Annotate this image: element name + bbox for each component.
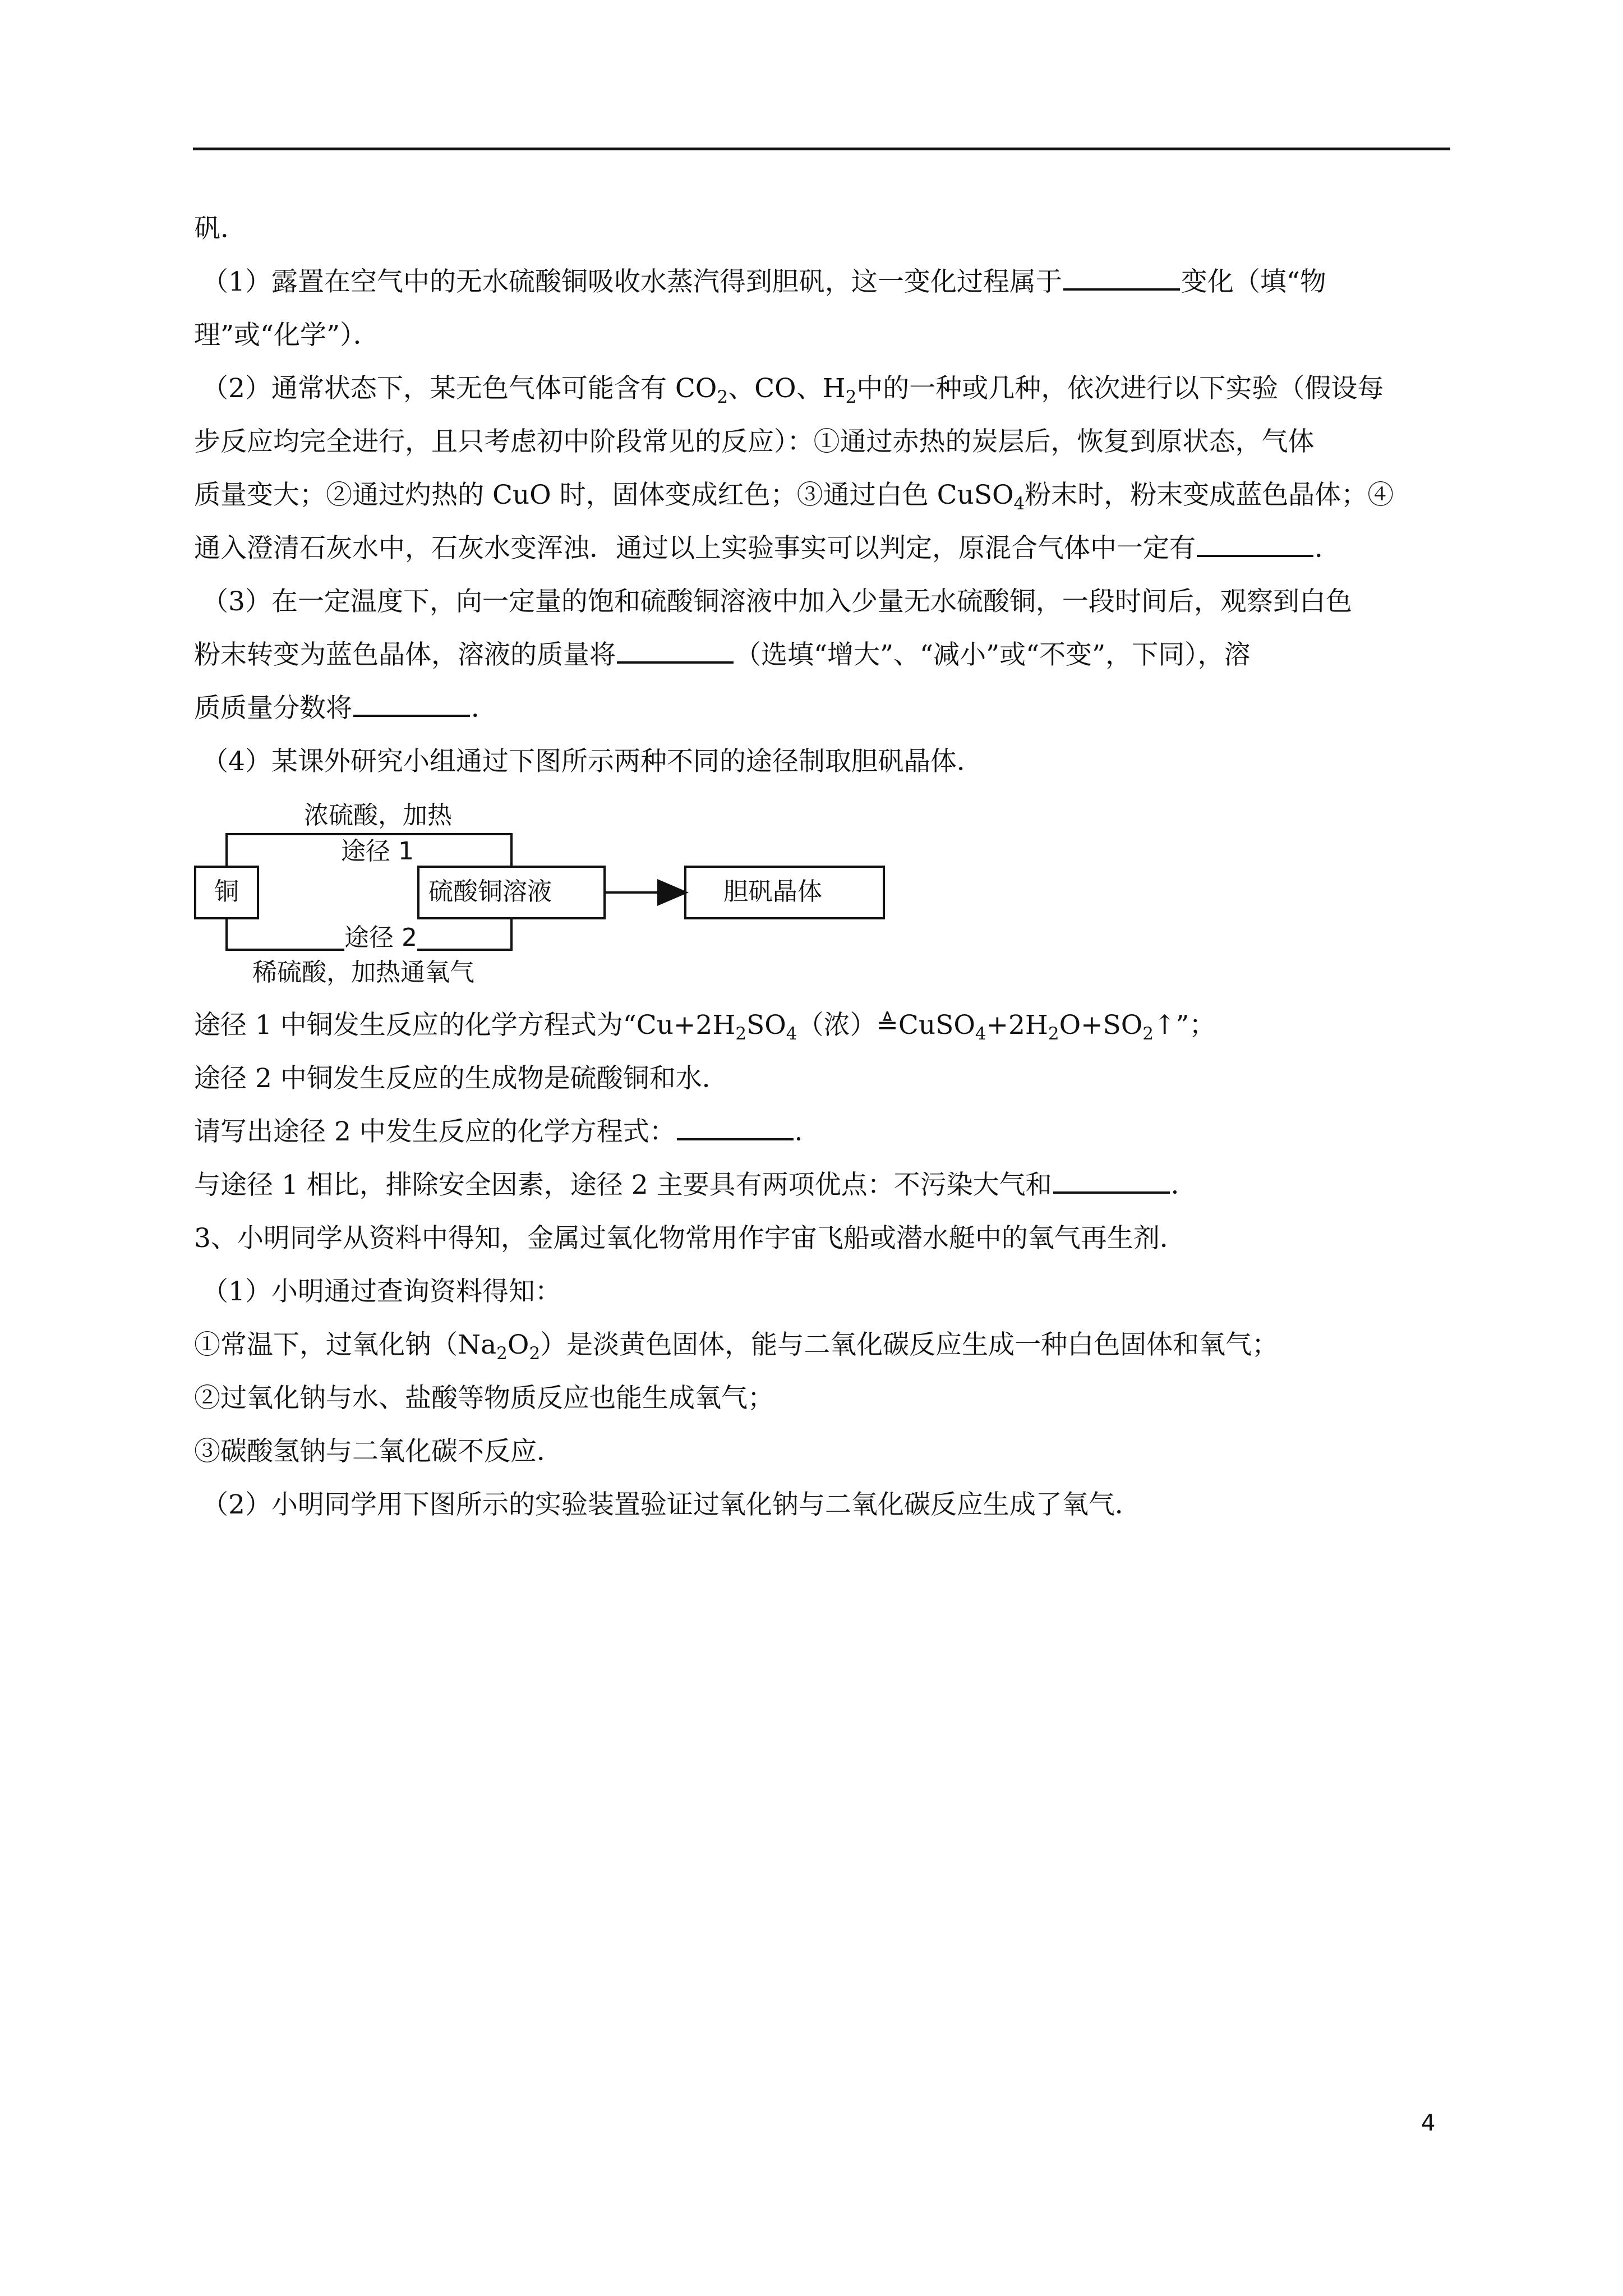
answer-blank[interactable] xyxy=(677,1114,794,1140)
crystal-label: 胆矾晶体 xyxy=(723,877,822,906)
cuso4-solution-label: 硫酸铜溶液 xyxy=(428,877,552,906)
route-1-equation: 途径 1 中铜发生反应的化学方程式为“$Cu+2H_2SO_4$（浓）$≜CuSO_4+2H_2O+SO_2↑$”； xyxy=(194,1010,1216,1044)
route-2-condition: 稀硫酸，加热通氧气 xyxy=(252,958,474,987)
question-3-fact-1: ①常温下，过氧化钠$(Na_2O_2)$是淡黄色固体，能与二氧化碳反应生成一种白色固体和氧气； xyxy=(194,1329,1279,1364)
route-2-label: 途径 2 xyxy=(344,923,417,952)
document-body xyxy=(194,202,1448,1531)
question-2-2-cont-3: 通入澄清石灰水中，石灰水变浑浊．通过以上实验事实可以判定，原混合气体中一定有 ． xyxy=(194,522,1448,575)
answer-blank[interactable] xyxy=(1063,264,1180,291)
page-number: 4 xyxy=(1421,2110,1436,2136)
question-2-2: （2）通常状态下，某无色气体可能含有 $CO_2$、CO、$H_2$中的一种或几种，依次进行以下实验（假设每 xyxy=(202,373,1384,407)
question-2-3-cont-1: 粉末转变为蓝色晶体，溶液的质量将 （选填“增大”、“减小”或“不变”，下同），溶 xyxy=(194,628,1448,682)
question-2-1-cont: 理”或“化学”）． xyxy=(194,320,380,351)
question-2-1: （1）露置在空气中的无水硫酸铜吸收水蒸汽得到胆矾，这一变化过程属于 变化（填“物 xyxy=(194,255,1448,309)
answer-blank[interactable] xyxy=(617,637,734,664)
route-2-advantage: 与途径 1 相比，排除安全因素，途径 2 主要具有两项优点：不污染大气和 ． xyxy=(194,1158,1448,1212)
route-1-condition: 浓硫酸，加热 xyxy=(304,801,452,830)
answer-blank[interactable] xyxy=(1053,1167,1170,1194)
question-2-4: （4）某课外研究小组通过下图所示两种不同的途径制取胆矾晶体． xyxy=(202,746,983,777)
paragraph-continuation: 矾． xyxy=(194,213,247,244)
route-1-label: 途径 1 xyxy=(341,837,414,866)
question-2-2-cont-2: 质量变大；②通过灼热的 CuO 时，固体变成红色；③通过白色 CuSO$_4$粉末时，粉末变成蓝色晶体；④ xyxy=(194,480,1394,514)
question-3-fact-3: ③碳酸氢钠与二氧化碳不反应． xyxy=(194,1436,563,1467)
copper-label: 铜 xyxy=(214,877,239,906)
answer-blank[interactable] xyxy=(1197,530,1313,557)
question-2-3: （3）在一定温度下，向一定量的饱和硫酸铜溶液中加入少量无水硫酸铜，一段时间后，观察到白色 xyxy=(202,586,1352,617)
route-diagram xyxy=(194,799,923,993)
answer-blank[interactable] xyxy=(353,690,470,717)
question-2-3-cont-2: 质质量分数将 ． xyxy=(194,682,1448,735)
question-3-fact-2: ②过氧化钠与水、盐酸等物质反应也能生成氧气； xyxy=(194,1383,774,1414)
route-2-equation-prompt: 请写出途径 2 中发生反应的化学方程式： ． xyxy=(194,1105,1448,1158)
question-3-2: （2）小明同学用下图所示的实验装置验证过氧化钠与二氧化碳反应生成了氧气． xyxy=(202,1489,1141,1520)
question-2-2-cont-1: 步反应均完全进行，且只考虑初中阶段常见的反应）：①通过赤热的炭层后，恢复到原状态，气体 xyxy=(194,426,1315,457)
question-3-1: （1）小明通过查询资料得知： xyxy=(202,1276,561,1307)
question-3: 3、小明同学从资料中得知，金属过氧化物常用作宇宙飞船或潜水艇中的氧气再生剂． xyxy=(194,1223,1186,1254)
route-2-products: 途径 2 中铜发生反应的生成物是硫酸铜和水． xyxy=(194,1063,728,1094)
header-rule xyxy=(193,148,1450,150)
